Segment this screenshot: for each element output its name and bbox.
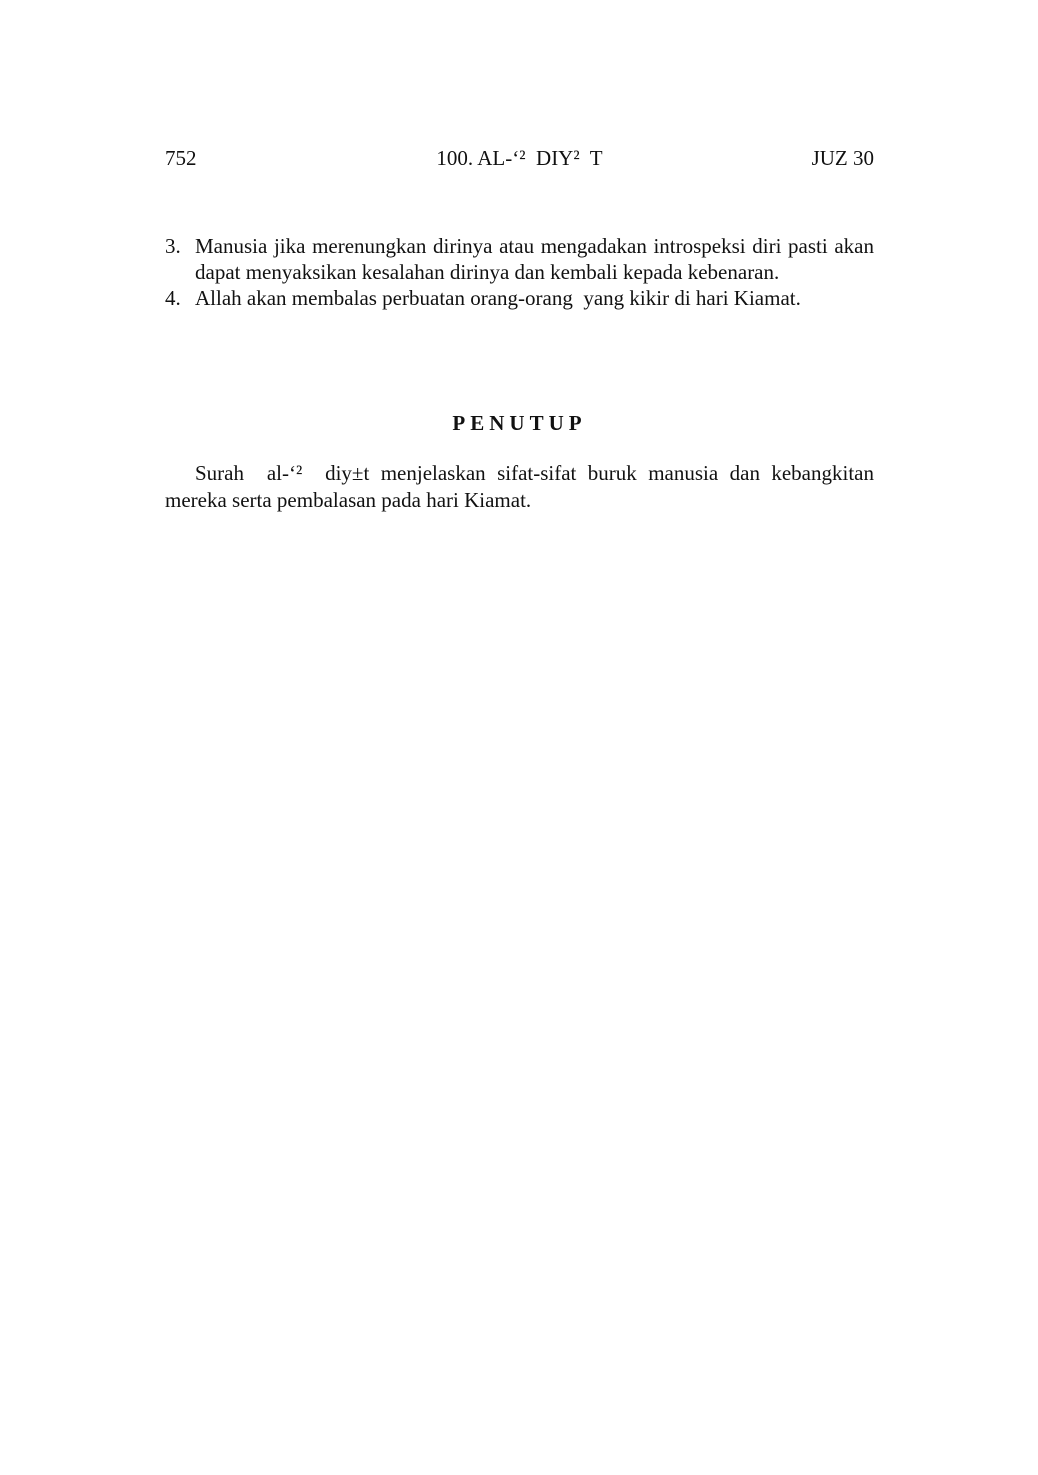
page-header (165, 143, 874, 173)
list-item (165, 233, 880, 285)
section-title: PENUTUP (452, 411, 587, 435)
lesson-list (165, 233, 880, 311)
list-item (165, 285, 874, 311)
list-item-number: 3. (165, 234, 181, 258)
list-item-text: Manusia jika merenungkan dirinya atau mengadakan introspeksi diri pasti akan dapat menyaksikan kesalahan dirinya dan kembali kepada kebenaran. (195, 234, 880, 284)
running-title: 100. AL-‘² DIY² T (436, 146, 603, 170)
juz-label: JUZ 30 (811, 146, 874, 170)
list-item-text: Allah akan membalas perbuatan orang-orang yang kikir di hari Kiamat. (195, 286, 801, 310)
list-item-number: 4. (165, 286, 181, 310)
page-number: 752 (165, 146, 197, 170)
closing-paragraph: Surah al-‘² diy±t menjelaskan sifat-sifat buruk manusia dan kebangkitan mereka serta pembalasan pada hari Kiamat. (165, 461, 880, 512)
